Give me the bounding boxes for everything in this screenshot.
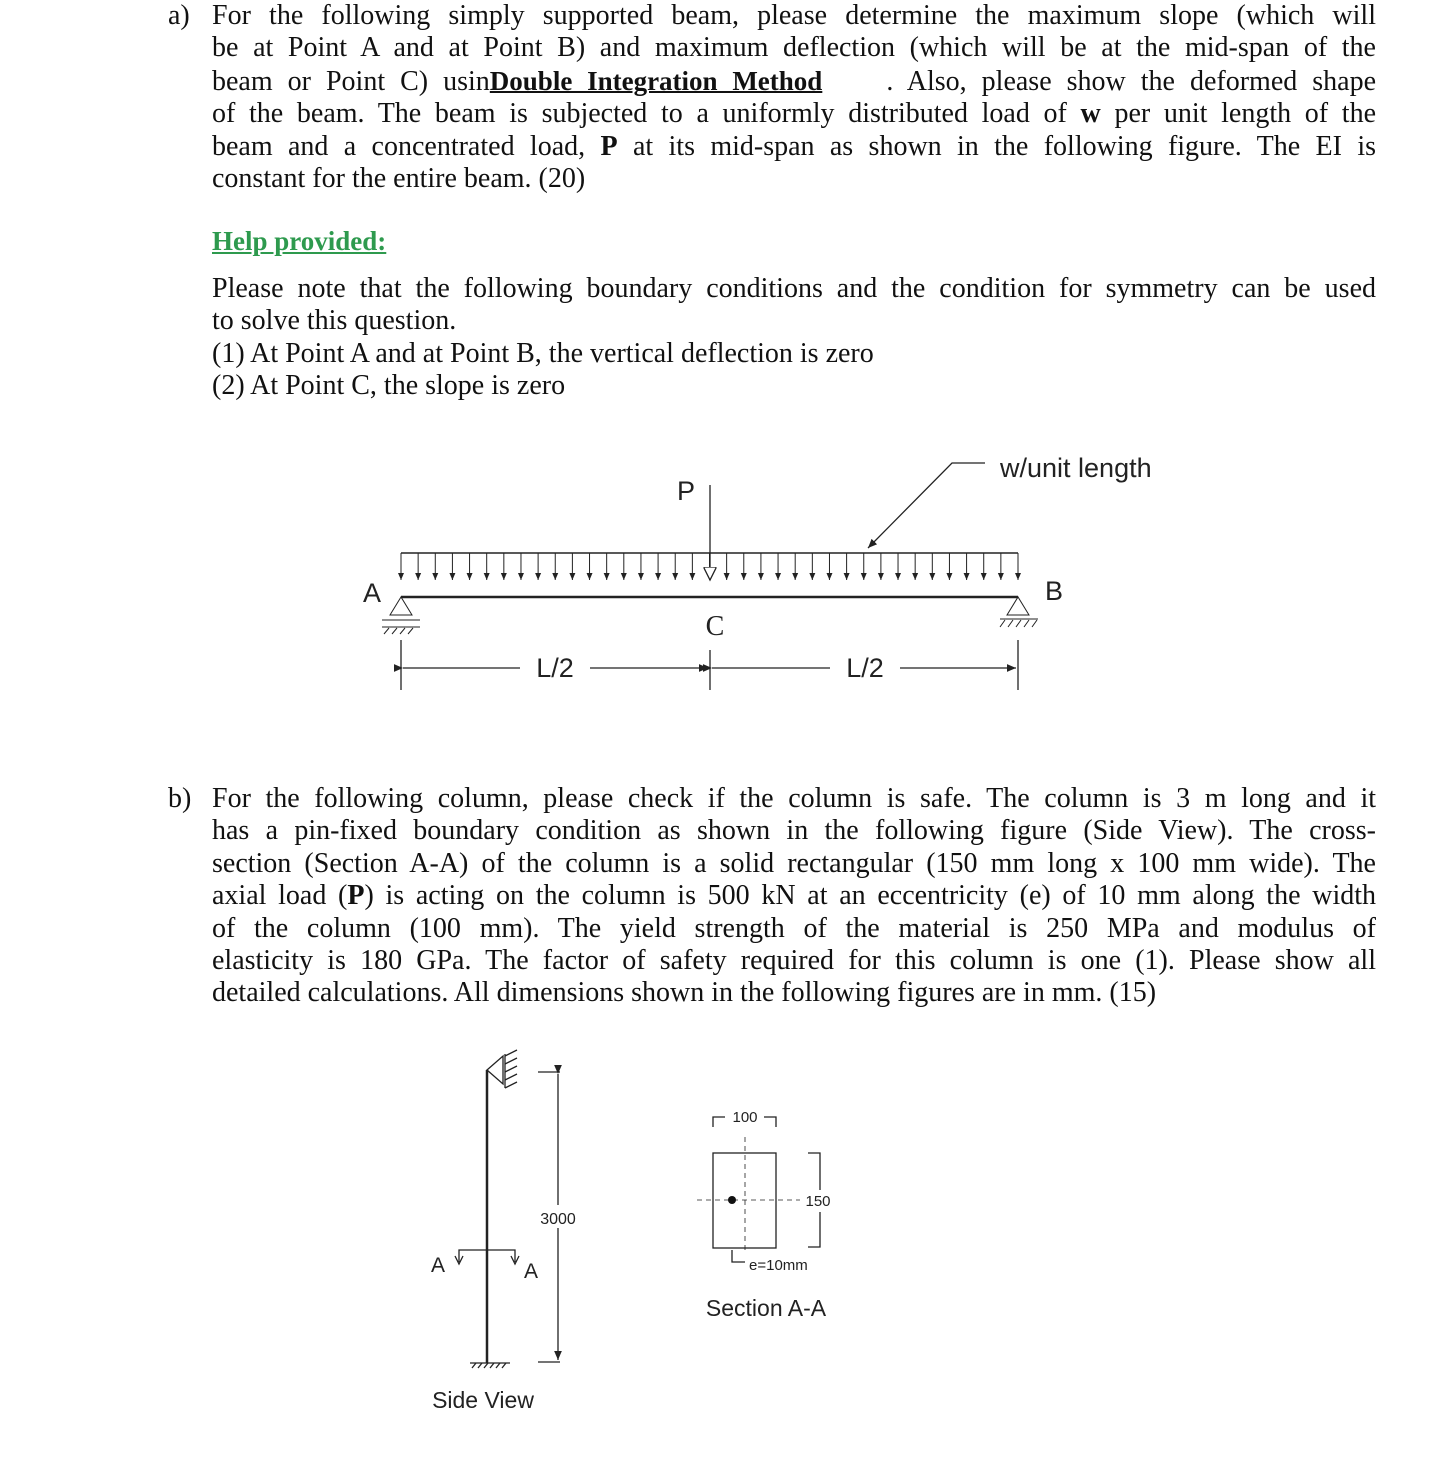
help-line: to solve this question. [212,305,457,337]
text-line [212,815,1376,847]
text-run: beam and a concentrated load, [212,130,601,162]
pin-support-a-icon [382,597,420,634]
text-run: at its mid-span as shown in the following figure. The EI is [617,130,1376,162]
section-mark-right: A [523,1260,539,1283]
text-run: per unit length of the [1100,98,1376,130]
text-run: section (Section A-A) of the column is a solid rectangular (150 mm long x 100 mm wide). The [212,847,1376,879]
text-line [212,913,1376,945]
height-dim-label: 150 [805,1193,831,1210]
text-line [212,945,1376,977]
text-run: be at Point A and at Point B) and maximum deflection (which will be at the mid-span of the [212,32,1376,64]
emphasis-text: P [600,130,618,162]
length-dim-label: 3000 [540,1211,576,1228]
fixed-base-icon [470,1363,510,1368]
text-run: axial load ( [212,880,348,912]
text-run: beam or Point C) usin [212,65,490,97]
udl-label: w/unit length [1000,453,1152,483]
help-line: (1) At Point A and at Point B, the vertical deflection is zero [212,337,874,369]
pin-support-b-icon [1000,597,1038,627]
column-side-view [455,1050,560,1368]
pin-support-top-icon [487,1050,517,1088]
text-run: of the column (100 mm). The yield strength of the material is 250 MPa and modulus of [212,912,1376,944]
text-run: constant for the entire beam. (20) [212,163,586,195]
help-title: Help provided: [212,226,387,256]
help-line: (2) At Point C, the slope is zero [212,370,566,402]
width-dim-label: 100 [732,1109,758,1126]
text-line [212,880,1376,912]
cross-section [713,1153,776,1248]
beam-diagram [382,463,1038,690]
text-run: of the beam. The beam is subjected to a uniformly distributed load of [212,98,1081,130]
text-line [212,848,1376,880]
eccentricity-label: e=10mm [749,1257,808,1274]
load-point-icon [728,1196,736,1204]
text-run: has a pin-fixed boundary condition as shown in the following figure (Side View). The cross- [212,815,1376,847]
question-b-text [212,783,1376,1010]
point-c-label: C [705,611,725,642]
side-view-caption: Side View [432,1387,534,1413]
section-caption: Section A-A [705,1295,827,1321]
help-line: Please note that the following boundary conditions and the condition for symmetry can be used [212,273,1376,304]
emphasis-text: Double Integration Method [489,65,823,96]
question-a-label: a) [168,0,190,31]
text-line [212,977,1376,1009]
emphasis-text: w [1080,98,1101,130]
span-dimension [401,640,1018,690]
text-run: For the following column, please check if the column is safe. The column is 3 m long and it [212,783,1376,814]
span-right-label: L/2 [846,653,884,683]
text-run: detailed calculations. All dimensions shown in the following figures are in mm. (15) [212,977,1157,1009]
point-a-label: A [362,578,382,608]
question-b-label: b) [168,783,192,814]
text-run: elasticity is 180 GPa. The factor of safety required for this column is one (1). Please show all [212,945,1376,977]
section-mark-left: A [430,1254,446,1277]
point-load-label: P [676,476,696,506]
point-b-label: B [1044,576,1064,606]
emphasis-text: P [347,880,365,912]
text-run: ) is acting on the column is 500 kN at an eccentricity (e) of 10 mm along the width [364,880,1376,912]
span-left-label: L/2 [536,653,574,683]
section-a-a [697,1117,820,1262]
question-b [168,783,1376,1010]
text-run: For the following simply supported beam, please determine the maximum slope (which will [212,0,1376,31]
text-run: . Also, please show the deformed shape [886,65,1377,97]
load-leader-line [868,463,985,548]
text-line [212,783,1376,815]
